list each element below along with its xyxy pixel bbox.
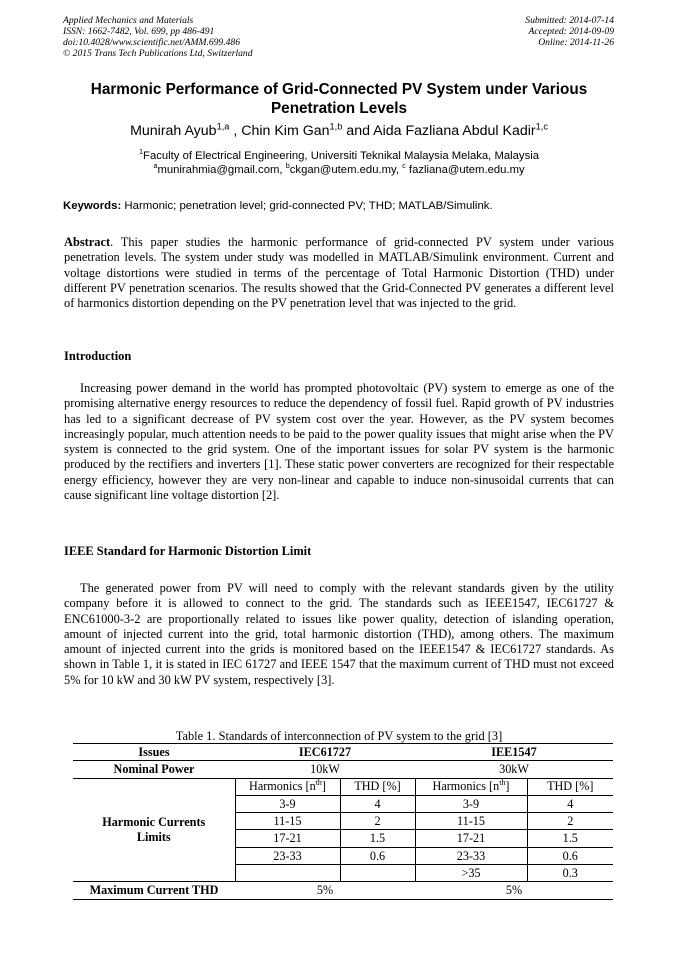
table-row-subheader [73,778,613,795]
table-row-max-current [73,882,613,899]
affiliation-text: Faculty of Electrical Engineering, Universiti Teknikal Malaysia Melaka, Malaysia [143,150,540,162]
author-separator: and [342,123,374,139]
table-cell: 3-9 [415,795,527,812]
introduction-paragraph: Increasing power demand in the world has prompted photovoltaic (PV) system to emerge as one of the promising alternative energy resources to reduce the dependency of fossil fuel. Rapid growth of PV industries has led to a significant decrease of PV system cost over the year. However, as the PV system becomes increasingly popular, much attention needs to be paid to the power quality issues that might arise when the PV system is connected to the grid system. One of the important issues for solar PV system is the harmonic produced by the rectifiers and inverters [1]. These static power converters are recognized for their respectable energy efficiency, however they are very non-linear and capable to induce non-sinusoidal currents that can cause significant line voltage distortion [2]. [64,381,614,503]
author-affiliation-mark: 1,b [329,121,343,132]
table-cell: 11-15 [235,813,340,830]
table-cell: 23-33 [415,847,527,864]
row-label-line: Limits [136,829,171,844]
email-mark: c [402,161,406,171]
subheader-sup: th [315,778,322,788]
affiliation-block [60,149,618,177]
table-cell: >35 [415,865,527,882]
table-cell: 0.3 [527,865,613,882]
journal-name: Applied Mechanics and Materials [63,15,194,26]
table-cell: 4 [527,795,613,812]
table-cell: 17-21 [415,830,527,847]
row-label-nominal-power: Nominal Power [73,761,235,778]
subheader-text: Harmonics [n [249,779,316,794]
journal-header-right [525,15,614,48]
table-row-nominal-power [73,761,613,778]
subheader-text: Harmonics [n [432,779,500,794]
abstract-text: . This paper studies the harmonic performance of grid-connected PV system under various penetration levels. The system under study was modelled in MATLAB/Simulink environment. Current and voltage distortions were studied in terms of the percentage of Total Harmonic Distortion (THD) under different PV penetration scenarios. The results showed that the Grid-Connected PV generates a different level of harmonics distortion depending on the PV penetration level that was injected to the grid. [64,235,614,311]
online-date: Online: 2014-11-26 [538,37,614,48]
standards-table [73,743,613,900]
section-heading-ieee-standard: IEEE Standard for Harmonic Distortion Limit [64,544,312,558]
table-cell: 2 [340,813,415,830]
table-cell: 2 [527,813,613,830]
table-cell: 1.5 [527,830,613,847]
subheader-sup: th [499,778,506,788]
table-cell: 23-33 [235,847,340,864]
table-cell: 17-21 [235,830,340,847]
doi-line: doi:10.4028/www.scientific.net/AMM.699.486 [63,37,241,48]
table-cell: 30kW [415,761,613,778]
author-email: ckgan@utem.edu.my, [289,164,403,176]
table-cell: 0.6 [340,847,415,864]
table-header-row [73,744,613,761]
table-cell-empty [235,865,340,882]
author-email: fazliana@utem.edu.my [405,164,525,176]
email-mark: a [153,161,158,171]
paper-title: Harmonic Performance of Grid-Connected PV System under Various Penetration Levels [90,81,588,117]
table-cell: 5% [415,882,613,899]
row-label-harmonic-currents-limits [73,778,235,882]
copyright-line: © 2015 Trans Tech Publications Ltd, Switzerland [63,48,253,59]
author-separator: , [229,123,242,139]
author-affiliation-mark: 1,a [216,121,230,132]
email-mark: b [285,161,290,171]
accepted-date: Accepted: 2014-09-09 [528,26,614,37]
author-list [60,122,618,140]
abstract-label: Abstract [64,235,111,249]
abstract [64,235,614,311]
keywords-label: Keywords: [63,200,122,212]
table-cell: 10kW [235,761,415,778]
table-cell: 1.5 [340,830,415,847]
affiliation-mark: 1 [138,147,144,157]
keywords-text: Harmonic; penetration level; grid-connected PV; THD; MATLAB/Simulink. [121,200,493,212]
row-label-max-current-thd: Maximum Current THD [73,882,235,899]
keywords [63,199,615,213]
table-cell: 0.6 [527,847,613,864]
row-label-line: Harmonic Currents [102,815,206,830]
author-affiliation-mark: 1,c [535,121,548,132]
email-line [60,163,618,177]
submitted-date: Submitted: 2014-07-14 [525,15,614,26]
table-cell: 3-9 [235,795,340,812]
journal-header-left [63,15,253,59]
table-caption: Table 1. Standards of interconnection of PV system to the grid [3] [175,729,503,743]
table-subheader-thd: THD [%] [340,778,415,795]
table-header-iec: IEC61727 [235,744,415,761]
subheader-text: ] [505,779,510,794]
author-name: Chin Kim Gan [241,123,330,139]
table-cell-empty [340,865,415,882]
table-subheader-harmonics [235,778,340,795]
table-cell: 11-15 [415,813,527,830]
author-name: Munirah Ayub [130,123,217,139]
table-subheader-thd: THD [%] [527,778,613,795]
ieee-standard-paragraph: The generated power from PV will need to comply with the relevant standards given by the utility company before it is allowed to connect to the grid. The standards such as IEEE1547, IEC61727 & ENC61000-3-2 are proportionally related to issues like power quality, detection of islanding operation, amount of injected current into the grid, total harmonic distortion (THD), among others. The maximum amount of injected current into the grids is monitored based on the IEEE1547 & IEC61727 standards. As shown in Table 1, it is stated in IEC 61727 and IEEE 1547 that the maximum current of THD must not exceed 5% for 10 kW and 30 kW PV system, respectively [3]. [64,581,614,687]
subheader-text: ] [321,779,326,794]
issn-line: ISSN: 1662-7482, Vol. 699, pp 486-491 [63,26,215,37]
table-cell: 4 [340,795,415,812]
section-heading-introduction: Introduction [64,349,132,363]
author-email: munirahmia@gmail.com, [157,164,286,176]
table-header-ieee: IEE1547 [415,744,613,761]
table-subheader-harmonics [415,778,527,795]
table-header-issues: Issues [73,744,235,761]
table-cell: 5% [235,882,415,899]
author-name: Aida Fazliana Abdul Kadir [373,123,536,139]
affiliation-line [60,149,618,163]
